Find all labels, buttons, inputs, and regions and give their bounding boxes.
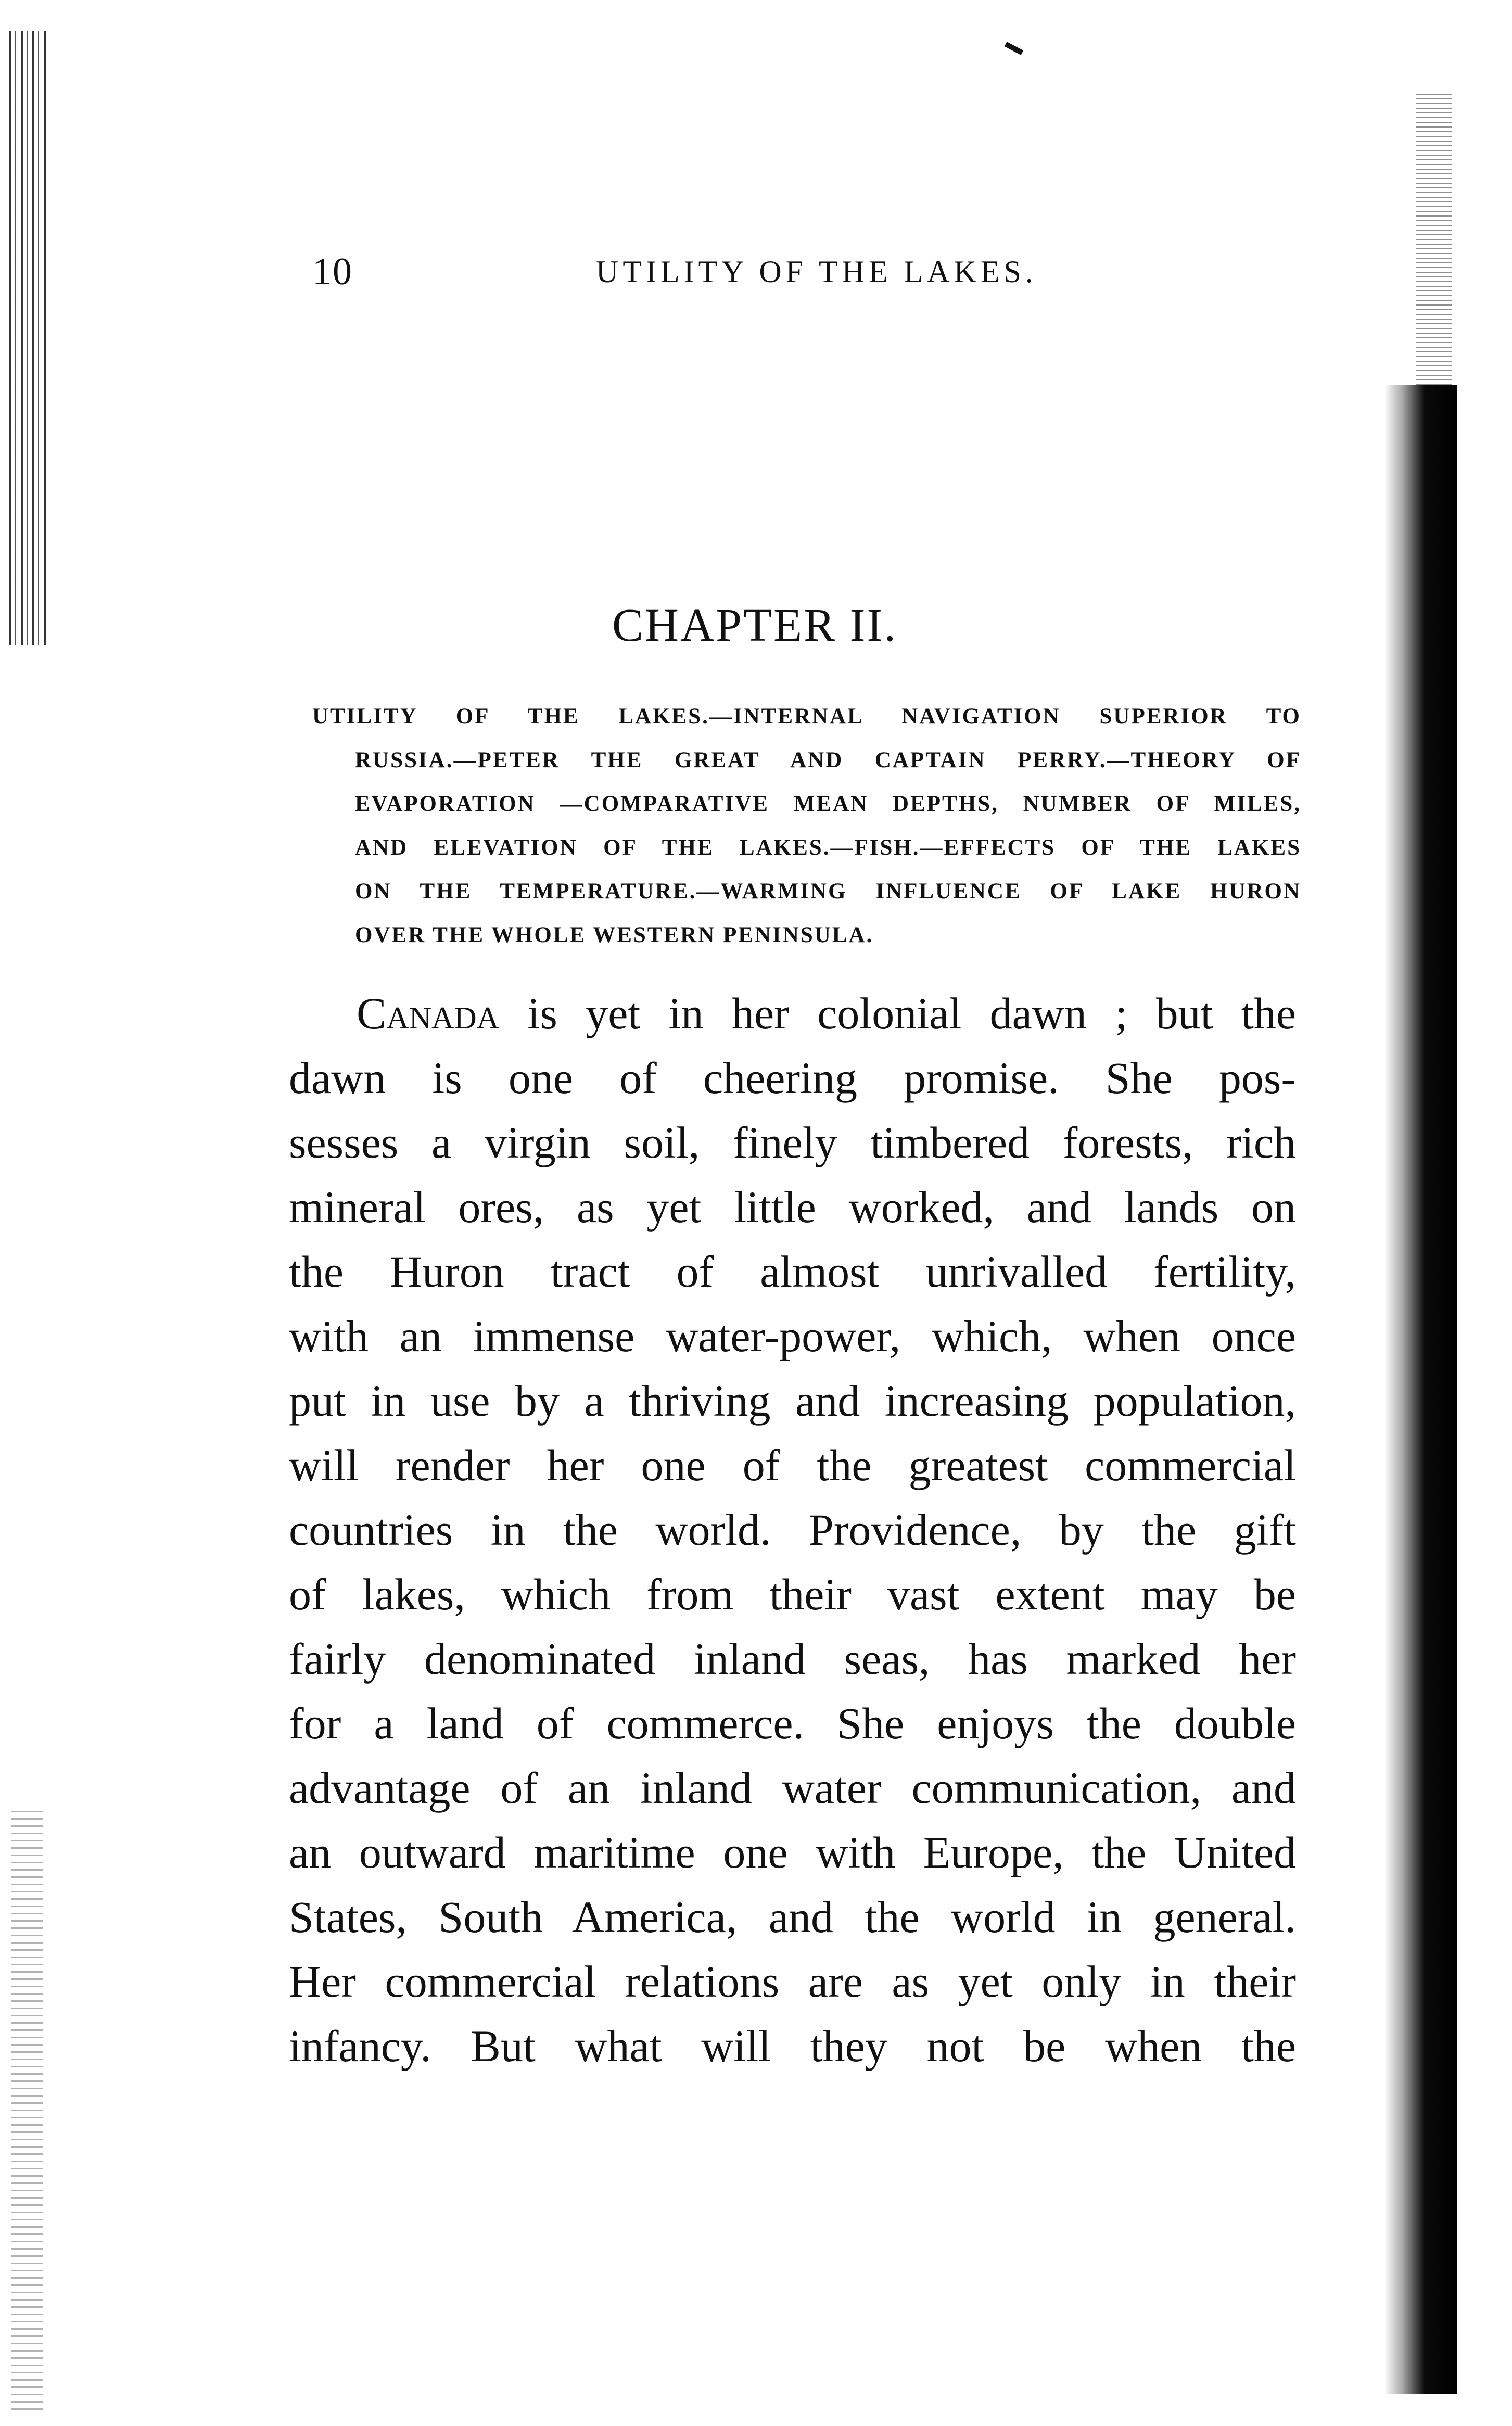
body-line: countries in the world. Providence, by the gift xyxy=(289,1505,1296,1555)
synopsis-line: UTILITY OF THE LAKES.—INTERNAL NAVIGATION SUPERIOR TO xyxy=(312,704,1301,729)
body-line: dawn is one of cheering promise. She pos- xyxy=(289,1053,1296,1103)
body-line: infancy. But what will they not be when the xyxy=(289,2021,1296,2071)
body-line: of lakes, which from their vast extent may be xyxy=(289,1569,1296,1619)
scan-edge-left-bottom xyxy=(11,1806,43,2410)
synopsis-line: RUSSIA.—PETER THE GREAT AND CAPTAIN PERRY.—THEORY OF xyxy=(355,748,1301,772)
body-line: mineral ores, as yet little worked, and lands on xyxy=(289,1182,1296,1232)
body-line: sesses a virgin soil, finely timbered forests, rich xyxy=(289,1117,1296,1167)
body-line: advantage of an inland water communication, and xyxy=(289,1763,1296,1813)
body-line: Her commercial relations are as yet only in their xyxy=(289,1957,1296,2006)
body-line: States, South America, and the world in general. xyxy=(289,1892,1296,1942)
first-line-rest: is yet in her colonial dawn ; but the xyxy=(499,988,1296,1038)
body-line: will render her one of the greatest commercial xyxy=(289,1440,1296,1490)
scan-mark xyxy=(1005,42,1023,55)
body-line: for a land of commerce. She enjoys the double xyxy=(289,1698,1296,1748)
body-line: fairly denominated inland seas, has marked her xyxy=(289,1634,1296,1684)
synopsis-line: EVAPORATION —COMPARATIVE MEAN DEPTHS, NUMBER OF MILES, xyxy=(355,792,1301,816)
running-title: UTILITY OF THE LAKES. xyxy=(596,255,1037,289)
body-line: put in use by a thriving and increasing population, xyxy=(289,1376,1296,1426)
body-line xyxy=(289,981,1296,1046)
body-text xyxy=(289,981,1296,2078)
first-word: Canada xyxy=(357,988,500,1038)
scan-edge-right xyxy=(1384,385,1457,2394)
scan-edge-left xyxy=(9,31,46,645)
running-head xyxy=(312,250,1145,307)
synopsis-line: AND ELEVATION OF THE LAKES.—FISH.—EFFECTS OF THE LAKES xyxy=(355,835,1301,860)
chapter-synopsis xyxy=(312,695,1301,957)
scan-edge-right-top xyxy=(1416,94,1452,385)
body-line: an outward maritime one with Europe, the United xyxy=(289,1827,1296,1877)
body-line: with an immense water-power, which, when once xyxy=(289,1311,1296,1361)
body-line: the Huron tract of almost unrivalled fertility, xyxy=(289,1247,1296,1297)
synopsis-line: OVER THE WHOLE WESTERN PENINSULA. xyxy=(355,923,874,947)
synopsis-line: ON THE TEMPERATURE.—WARMING INFLUENCE OF LAKE HURON xyxy=(355,879,1301,904)
page-number: 10 xyxy=(312,250,353,293)
chapter-heading: CHAPTER II. xyxy=(612,600,897,651)
